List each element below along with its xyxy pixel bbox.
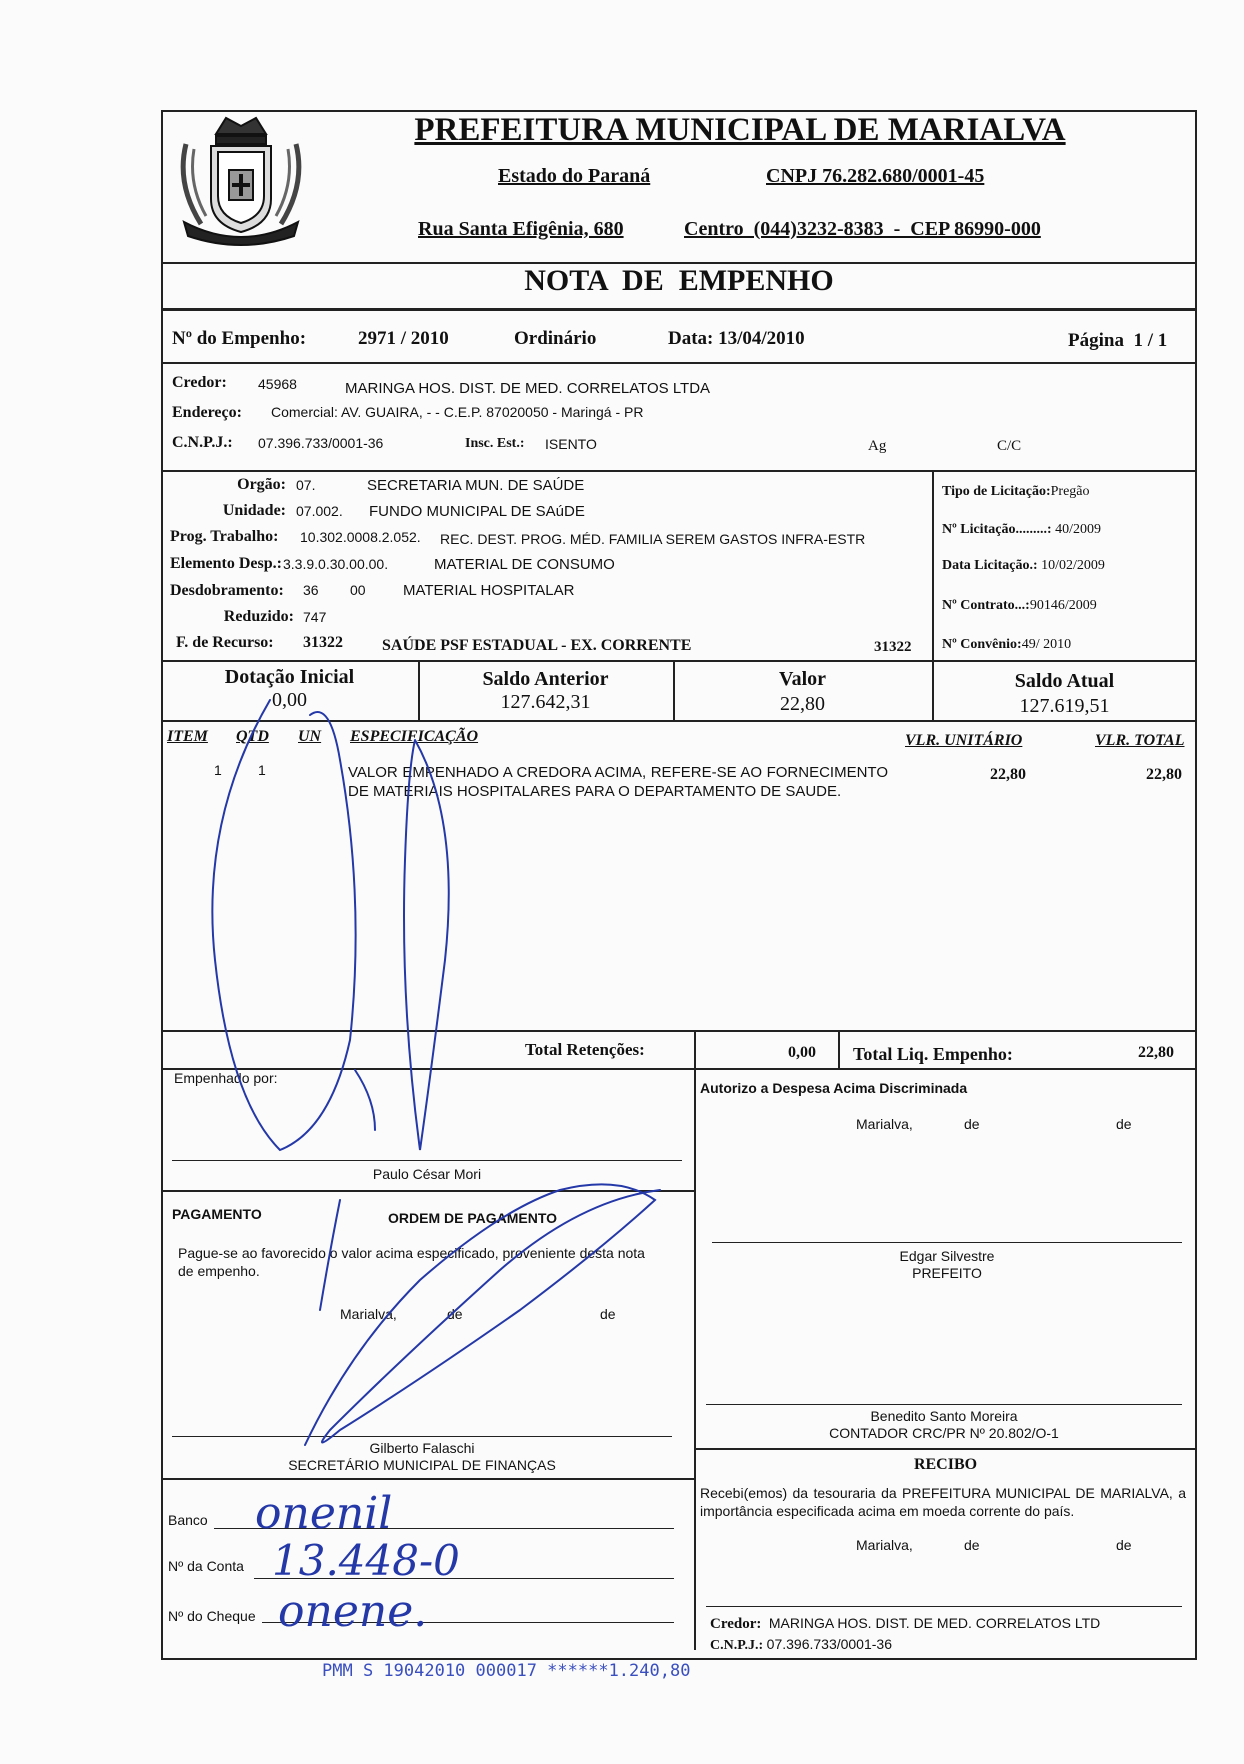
prefeito-name: Edgar Silvestre	[899, 1248, 995, 1264]
row-qtd: 1	[258, 762, 266, 778]
valor-value: 22,80	[780, 693, 825, 715]
total-liquido-label: Total Liq. Empenho:	[853, 1044, 1013, 1064]
autorizo-local: Marialva,	[856, 1116, 913, 1132]
tipo-licitacao-label: Tipo de Licitação:Pregão	[942, 484, 1090, 499]
recibo-de-1: de	[964, 1537, 980, 1553]
cheque-label: Nº do Cheque	[168, 1608, 256, 1624]
saldo-atual-label: Saldo Atual	[1014, 670, 1115, 692]
unidade-label: Unidade:	[222, 502, 286, 519]
dotacao-inicial-value: 0,00	[272, 689, 307, 711]
total-liquido-value: 22,80	[1138, 1044, 1174, 1061]
signature-stroke	[355, 1070, 375, 1130]
desdobramento-label: Desdobramento:	[170, 582, 284, 599]
pagamento-de-1: de	[447, 1306, 463, 1322]
cnpj-header: CNPJ 76.282.680/0001-45	[766, 165, 985, 187]
prog-label: Prog. Trabalho:	[170, 528, 279, 545]
orgao-label: Orgão:	[237, 476, 286, 493]
banco-handwritten: onenil	[255, 1488, 393, 1539]
col-vlr-total: VLR. TOTAL	[1095, 732, 1185, 749]
autorizo-de-1: de	[964, 1116, 980, 1132]
recurso-label: F. de Recurso:	[176, 634, 274, 651]
conta-label: Nº da Conta	[168, 1558, 244, 1574]
elemento-label: Elemento Desp.:	[170, 555, 282, 572]
empenhado-por-name: Paulo César Mori	[372, 1166, 482, 1182]
prog-desc: REC. DEST. PROG. MÉD. FAMILIA SEREM GASTOS INFRA-ESTR	[440, 531, 866, 547]
row-item: 1	[214, 762, 222, 778]
signature-secretario	[305, 1184, 660, 1445]
desdobramento-code: 36	[303, 582, 319, 598]
recurso-code: 31322	[303, 634, 343, 651]
page-number: Página 1 / 1	[1068, 330, 1168, 351]
cheque-handwritten: onene.	[278, 1586, 428, 1637]
empenho-number-label: Nº do Empenho:	[172, 328, 307, 349]
desdobramento-desc: MATERIAL HOSPITALAR	[403, 582, 575, 599]
total-retencoes-label: Total Retenções:	[525, 1040, 645, 1059]
recurso-code-2: 31322	[874, 639, 912, 655]
prefeito-role: PREFEITO	[912, 1265, 982, 1281]
pagamento-local: Marialva,	[340, 1306, 397, 1322]
reduzido-label: Reduzido:	[223, 608, 294, 625]
insc-label: Insc. Est.:	[465, 436, 525, 451]
conta-corrente-label: C/C	[997, 438, 1022, 454]
insc-value: ISENTO	[545, 436, 597, 452]
secretario-role: SECRETÁRIO MUNICIPAL DE FINANÇAS	[288, 1457, 556, 1473]
contador-role: CONTADOR CRC/PR Nº 20.802/O-1	[829, 1425, 1059, 1441]
secretario-name: Gilberto Falaschi	[369, 1440, 475, 1456]
ordem-pagamento-title: ORDEM DE PAGAMENTO	[388, 1210, 558, 1226]
pagamento-de-2: de	[600, 1306, 616, 1322]
contact-line: Centro (044)3232-8383 - CEP 86990-000	[684, 218, 1041, 240]
unidade-code: 07.002.	[296, 503, 343, 519]
credor-name: MARINGA HOS. DIST. DE MED. CORRELATOS LTDA	[345, 380, 711, 397]
empenho-date: Data: 13/04/2010	[668, 328, 805, 349]
row-vlr-unitario: 22,80	[990, 766, 1026, 783]
saldo-anterior-label: Saldo Anterior	[482, 668, 609, 690]
state-name: Estado do Paraná	[498, 165, 651, 187]
unidade-desc: FUNDO MUNICIPAL DE SAúDE	[369, 503, 585, 520]
saldo-atual-value: 127.619,51	[1019, 695, 1110, 717]
valor-label: Valor	[778, 668, 827, 690]
recurso-desc: SAÚDE PSF ESTADUAL - EX. CORRENTE	[382, 637, 692, 654]
reduzido-value: 747	[303, 609, 327, 625]
document-title: NOTA DE EMPENHO	[524, 264, 834, 297]
prefeitura-title: PREFEITURA MUNICIPAL DE MARIALVA	[414, 112, 1066, 148]
autorizo-de-2: de	[1116, 1116, 1132, 1132]
dotacao-inicial-label: Dotação Inicial	[224, 666, 355, 688]
recibo-credor: Credor: MARINGA HOS. DIST. DE MED. CORRELATOS LTD	[710, 1615, 1101, 1632]
col-vlr-unitario: VLR. UNITÁRIO	[905, 732, 1023, 749]
recibo-title: RECIBO	[913, 1456, 978, 1473]
empenho-type: Ordinário	[514, 328, 597, 349]
payment-stamp: PMM S 19042010 000017 ******1.240,80	[322, 1661, 691, 1681]
agencia-label: Ag	[868, 438, 887, 454]
col-especificacao: ESPECIFICAÇÃO	[350, 728, 479, 745]
autorizo-title: Autorizo a Despesa Acima Discriminada	[700, 1080, 968, 1096]
empenho-number: 2971 / 2010	[358, 328, 449, 349]
convenio-number: Nº Convênio:49/ 2010	[942, 637, 1072, 652]
contrato-number: Nº Contrato...:90146/2009	[942, 598, 1097, 613]
col-un: UN	[298, 728, 322, 745]
row-vlr-total: 22,80	[1146, 766, 1182, 783]
endereco-value: Comercial: AV. GUAIRA, - - C.E.P. 87020050 - Maringá - PR	[271, 404, 644, 420]
credor-label: Credor:	[172, 374, 227, 391]
saldo-anterior-value: 127.642,31	[500, 691, 591, 713]
address-line: Rua Santa Efigênia, 680	[418, 218, 624, 240]
empenhado-por-label: Empenhado por:	[174, 1070, 278, 1086]
banco-label: Banco	[168, 1512, 208, 1528]
total-retencoes-value: 0,00	[788, 1044, 816, 1061]
recibo-de-2: de	[1116, 1537, 1132, 1553]
pagamento-text: Pague-se ao favorecido o valor acima especificado, proveniente desta nota de empenho.	[178, 1245, 645, 1279]
desdobramento-sub: 00	[350, 582, 366, 598]
pagamento-label: PAGAMENTO	[172, 1206, 262, 1222]
credor-code: 45968	[258, 376, 297, 392]
orgao-code: 07.	[296, 477, 316, 493]
credor-cnpj: 07.396.733/0001-36	[258, 435, 384, 451]
licitacao-number: Nº Licitação.........: 40/2009	[942, 522, 1101, 537]
conta-handwritten: 13.448-0	[272, 1536, 460, 1585]
col-item: ITEM	[167, 728, 208, 745]
endereco-label: Endereço:	[172, 404, 242, 421]
recibo-text: Recebi(emos) da tesouraria da PREFEITURA MUNICIPAL DE MARIALVA, a importância especificada acima em moeda corrente do país.	[700, 1485, 1186, 1519]
prog-code: 10.302.0008.2.052.	[300, 529, 421, 545]
col-qtd: QTD	[236, 728, 269, 745]
cnpj-label: C.N.P.J.:	[172, 434, 233, 451]
elemento-code: 3.3.9.0.30.00.00.	[283, 556, 389, 572]
contador-name: Benedito Santo Moreira	[870, 1408, 1018, 1424]
recibo-local: Marialva,	[856, 1537, 913, 1553]
recibo-cnpj: C.N.P.J.: 07.396.733/0001-36	[710, 1636, 892, 1653]
signature-empenhado	[212, 700, 355, 1150]
elemento-desc: MATERIAL DE CONSUMO	[434, 556, 615, 573]
data-licitacao: Data Licitação.: 10/02/2009	[942, 558, 1105, 573]
orgao-desc: SECRETARIA MUN. DE SAÚDE	[367, 477, 585, 494]
signature-empenhado-loop	[404, 740, 449, 1150]
row-especificacao: VALOR EMPENHADO A CREDORA ACIMA, REFERE-SE AO FORNECIMENTO DE MATERIAIS HOSPITALARES PARA O DEPARTAMENTO DE SAUDE.	[348, 764, 888, 800]
